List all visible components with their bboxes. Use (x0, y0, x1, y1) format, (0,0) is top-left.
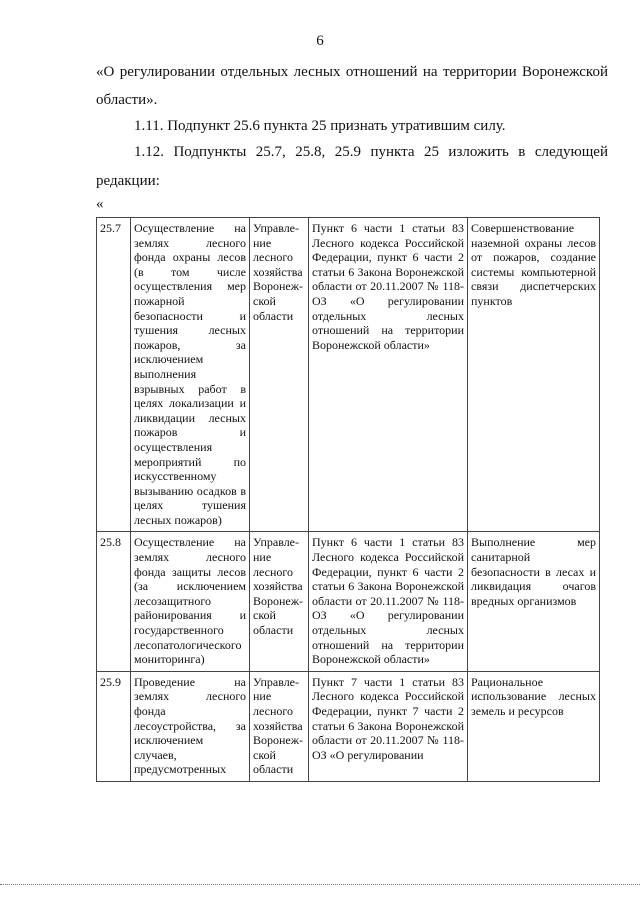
legal-basis-cell: Пункт 6 части 1 статьи 83 Лесного кодекса Российской Федерации, пункт 6 части 2 статьи 6 Закона Воронежской области от 20.11.2007 № 118-ОЗ «О регулировании отдельных лесных отношений на территории Воронежской области» (309, 218, 468, 532)
table-row (97, 532, 600, 671)
goal-cell: Рациональное использование лесных земель и ресурсов (468, 671, 600, 781)
item-1-12-line-2: редакции: (96, 173, 160, 189)
activity-cell: Проведение на землях лесного фонда лесоустройства, за исключением случаев, предусмотренных (131, 671, 250, 781)
legal-basis-cell: Пункт 7 части 1 статьи 83 Лесного кодекса Российской Федерации, пункт 7 части 2 статьи 6 Закона Воронежской области от 20.11.2007 № 118-ОЗ «О регулировании (309, 671, 468, 781)
item-1-11: 1.11. Подпункт 25.6 пункта 25 признать утратившим силу. (134, 118, 506, 134)
activity-cell: Осуществление на землях лесного фонда охраны лесов (в том числе осуществления мер пожарной безопасности и тушения лесных пожаров, за исключением выполнения взрывных работ в целях локализации и ликвидации лесных пожаров и осуществления мероприятий по искусственному вызыванию осадков в целях тушения лесных пожаров) (131, 218, 250, 532)
legal-basis-cell: Пункт 6 части 1 статьи 83 Лесного кодекса Российской Федерации, пункт 6 части 2 статьи 6 Закона Воронежской области от 20.11.2007 № 118-ОЗ «О регулировании отдельных лесных отношений на территории Воронежской области» (309, 532, 468, 671)
row-number: 25.9 (97, 671, 131, 781)
table-row (97, 671, 600, 781)
intro-line-1: «О регулировании отдельных лесных отношений на территории Воронежской (96, 64, 608, 80)
page-number: 6 (316, 33, 324, 49)
activity-cell: Осуществление на землях лесного фонда защиты лесов (за исключением лесозащитного районирования и государственного лесопатологического мониторинга) (131, 532, 250, 671)
table-row (97, 218, 600, 532)
organization-cell: Управле-ние лесного хозяйства Воронеж-ской области (250, 671, 309, 781)
row-number: 25.7 (97, 218, 131, 532)
page-bottom-divider (0, 884, 640, 885)
item-1-12-line-1: 1.12. Подпункты 25.7, 25.8, 25.9 пункта 25 изложить в следующей (134, 144, 608, 160)
organization-cell: Управле-ние лесного хозяйства Воронеж-ской области (250, 532, 309, 671)
goal-cell: Совершенствование наземной охраны лесов от пожаров, создание системы компьютерной связи диспетчерских пунктов (468, 218, 600, 532)
goal-cell: Выполнение мер санитарной безопасности в лесах и ликвидация очагов вредных организмов (468, 532, 600, 671)
organization-cell: Управле-ние лесного хозяйства Воронеж-ской области (250, 218, 309, 532)
row-number: 25.8 (97, 532, 131, 671)
measures-table (96, 217, 600, 782)
quote-open-mark: « (96, 196, 104, 212)
intro-line-2: области». (96, 92, 158, 108)
